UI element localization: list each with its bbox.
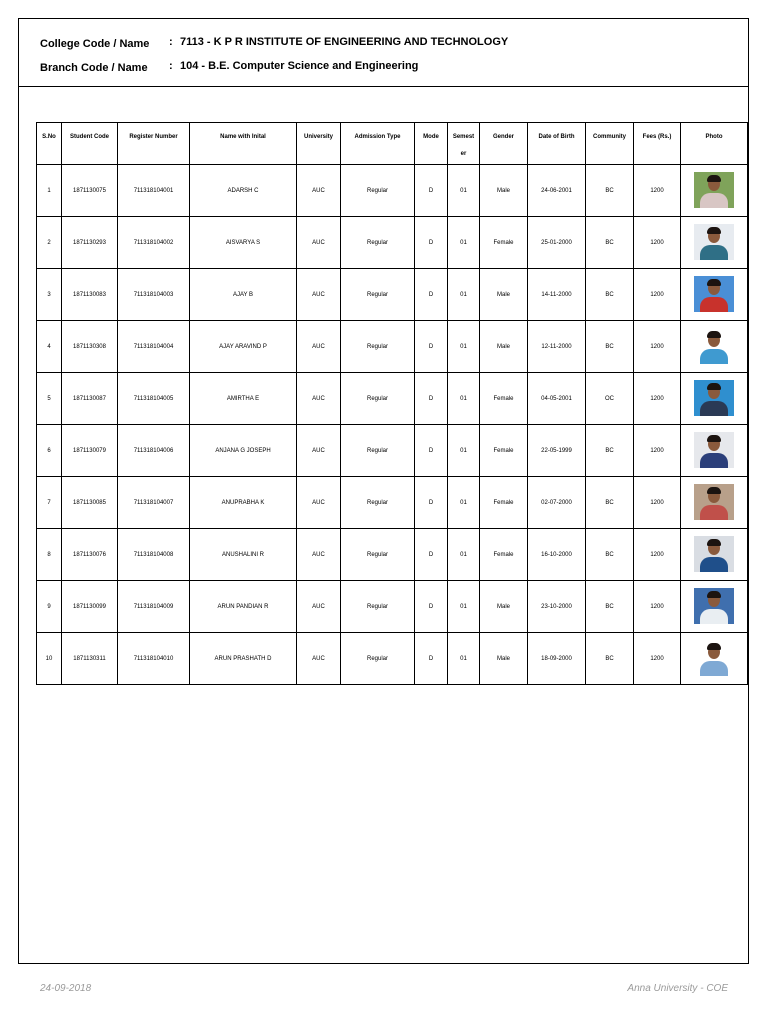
cell-name: ARUN PRASHATH D [190,633,297,685]
student-photo [694,640,734,676]
cell-semester: 01 [448,269,480,321]
photo-hair [707,539,721,546]
cell-sno: 9 [37,581,62,633]
cell-dob: 04-05-2001 [528,373,586,425]
cell-admission-type: Regular [341,425,415,477]
cell-semester: 01 [448,373,480,425]
cell-student-code: 1871130076 [62,529,118,581]
cell-university: AUC [297,529,341,581]
cell-gender: Female [480,529,528,581]
cell-mode: D [415,633,448,685]
branch-label: Branch Code / Name [40,62,148,74]
col-header-sno: S.No [37,123,62,165]
cell-sno: 6 [37,425,62,477]
cell-name: ARUN PANDIAN R [190,581,297,633]
cell-university: AUC [297,217,341,269]
col-header-student-code: Student Code [62,123,118,165]
photo-body [700,297,728,312]
cell-community: BC [586,165,634,217]
photo-hair [707,591,721,598]
cell-name: AMIRTHA E [190,373,297,425]
cell-name: ANUSHALINI R [190,529,297,581]
student-photo [694,536,734,572]
cell-register-number: 711318104001 [118,165,190,217]
cell-admission-type: Regular [341,269,415,321]
photo-hair [707,487,721,494]
student-photo [694,588,734,624]
cell-student-code: 1871130311 [62,633,118,685]
cell-dob: 25-01-2000 [528,217,586,269]
cell-name: AJAY B [190,269,297,321]
cell-university: AUC [297,321,341,373]
cell-fees: 1200 [634,373,681,425]
college-value: 7113 - K P R INSTITUTE OF ENGINEERING AND TECHNOLOGY [180,36,509,48]
cell-dob: 02-07-2000 [528,477,586,529]
cell-photo [681,373,748,425]
table-row [37,321,748,373]
cell-sno: 2 [37,217,62,269]
cell-semester: 01 [448,425,480,477]
cell-sno: 3 [37,269,62,321]
col-header-semester: Semest er [448,123,480,165]
table-row [37,373,748,425]
photo-hair [707,643,721,650]
photo-body [700,193,728,208]
header-divider [18,86,749,87]
cell-student-code: 1871130099 [62,581,118,633]
col-header-name: Name with Inital [190,123,297,165]
cell-semester: 01 [448,633,480,685]
cell-mode: D [415,373,448,425]
cell-photo [681,633,748,685]
cell-community: BC [586,425,634,477]
table-header-row [37,123,748,165]
cell-admission-type: Regular [341,373,415,425]
cell-fees: 1200 [634,165,681,217]
photo-body [700,661,728,676]
col-header-register-number: Register Number [118,123,190,165]
cell-photo [681,581,748,633]
cell-dob: 24-06-2001 [528,165,586,217]
cell-semester: 01 [448,217,480,269]
cell-mode: D [415,321,448,373]
cell-student-code: 1871130083 [62,269,118,321]
col-header-fees: Fees (Rs.) [634,123,681,165]
cell-register-number: 711318104006 [118,425,190,477]
table-row [37,269,748,321]
cell-photo [681,321,748,373]
cell-register-number: 711318104002 [118,217,190,269]
cell-name: ADARSH C [190,165,297,217]
cell-mode: D [415,581,448,633]
cell-register-number: 711318104005 [118,373,190,425]
cell-dob: 22-05-1999 [528,425,586,477]
cell-admission-type: Regular [341,477,415,529]
cell-sno: 8 [37,529,62,581]
cell-photo [681,477,748,529]
cell-fees: 1200 [634,269,681,321]
cell-fees: 1200 [634,581,681,633]
cell-university: AUC [297,425,341,477]
cell-sno: 5 [37,373,62,425]
cell-gender: Male [480,581,528,633]
cell-student-code: 1871130087 [62,373,118,425]
cell-student-code: 1871130079 [62,425,118,477]
cell-admission-type: Regular [341,581,415,633]
cell-fees: 1200 [634,477,681,529]
college-colon: : [169,36,173,48]
col-header-admission-type: Admission Type [341,123,415,165]
cell-gender: Male [480,269,528,321]
cell-admission-type: Regular [341,529,415,581]
col-header-photo: Photo [681,123,748,165]
cell-fees: 1200 [634,529,681,581]
cell-name: ANUPRABHA K [190,477,297,529]
cell-register-number: 711318104007 [118,477,190,529]
student-photo [694,328,734,364]
cell-fees: 1200 [634,633,681,685]
cell-register-number: 711318104003 [118,269,190,321]
college-label: College Code / Name [40,38,150,50]
col-header-university: University [297,123,341,165]
cell-register-number: 711318104009 [118,581,190,633]
footer-org: Anna University - COE [627,983,728,994]
table-row [37,165,748,217]
photo-body [700,349,728,364]
photo-hair [707,175,721,182]
cell-dob: 14-11-2000 [528,269,586,321]
photo-hair [707,279,721,286]
cell-university: AUC [297,269,341,321]
cell-student-code: 1871130075 [62,165,118,217]
table-row [37,633,748,685]
cell-admission-type: Regular [341,165,415,217]
table-row [37,581,748,633]
photo-body [700,453,728,468]
student-photo [694,432,734,468]
cell-photo [681,269,748,321]
cell-name: ANJANA G JOSEPH [190,425,297,477]
student-photo [694,484,734,520]
cell-semester: 01 [448,321,480,373]
cell-gender: Female [480,425,528,477]
cell-name: AJAY ARAVIND P [190,321,297,373]
cell-photo [681,529,748,581]
photo-hair [707,435,721,442]
photo-body [700,401,728,416]
cell-semester: 01 [448,581,480,633]
cell-register-number: 711318104010 [118,633,190,685]
student-photo [694,224,734,260]
cell-community: BC [586,581,634,633]
cell-gender: Male [480,633,528,685]
cell-student-code: 1871130085 [62,477,118,529]
cell-admission-type: Regular [341,633,415,685]
cell-mode: D [415,217,448,269]
cell-dob: 18-09-2000 [528,633,586,685]
cell-university: AUC [297,477,341,529]
cell-gender: Female [480,477,528,529]
cell-admission-type: Regular [341,321,415,373]
table-row [37,529,748,581]
student-photo [694,172,734,208]
cell-community: BC [586,269,634,321]
cell-university: AUC [297,165,341,217]
photo-body [700,557,728,572]
col-header-dob: Date of Birth [528,123,586,165]
cell-university: AUC [297,633,341,685]
cell-photo [681,425,748,477]
cell-mode: D [415,529,448,581]
photo-hair [707,227,721,234]
col-header-gender: Gender [480,123,528,165]
cell-semester: 01 [448,477,480,529]
col-header-mode: Mode [415,123,448,165]
cell-community: BC [586,477,634,529]
cell-community: BC [586,529,634,581]
photo-body [700,245,728,260]
cell-dob: 23-10-2000 [528,581,586,633]
cell-university: AUC [297,581,341,633]
cell-fees: 1200 [634,217,681,269]
cell-community: BC [586,217,634,269]
cell-gender: Female [480,373,528,425]
branch-value: 104 - B.E. Computer Science and Engineering [180,60,419,72]
cell-community: BC [586,633,634,685]
footer-date: 24-09-2018 [40,983,92,994]
cell-gender: Female [480,217,528,269]
cell-register-number: 711318104004 [118,321,190,373]
student-table [36,122,748,685]
cell-fees: 1200 [634,425,681,477]
cell-fees: 1200 [634,321,681,373]
cell-photo [681,217,748,269]
cell-mode: D [415,269,448,321]
col-header-community: Community [586,123,634,165]
table-row [37,217,748,269]
student-photo [694,380,734,416]
cell-name: AISVARYA S [190,217,297,269]
cell-community: OC [586,373,634,425]
cell-gender: Male [480,165,528,217]
cell-gender: Male [480,321,528,373]
cell-university: AUC [297,373,341,425]
cell-sno: 4 [37,321,62,373]
cell-semester: 01 [448,165,480,217]
cell-sno: 7 [37,477,62,529]
cell-semester: 01 [448,529,480,581]
cell-community: BC [586,321,634,373]
table-row [37,425,748,477]
photo-hair [707,383,721,390]
cell-sno: 10 [37,633,62,685]
cell-register-number: 711318104008 [118,529,190,581]
cell-sno: 1 [37,165,62,217]
cell-student-code: 1871130308 [62,321,118,373]
cell-admission-type: Regular [341,217,415,269]
cell-mode: D [415,165,448,217]
branch-colon: : [169,60,173,72]
cell-mode: D [415,425,448,477]
table-row [37,477,748,529]
student-photo [694,276,734,312]
photo-body [700,609,728,624]
photo-body [700,505,728,520]
cell-dob: 12-11-2000 [528,321,586,373]
photo-hair [707,331,721,338]
cell-photo [681,165,748,217]
cell-dob: 16-10-2000 [528,529,586,581]
cell-mode: D [415,477,448,529]
cell-student-code: 1871130293 [62,217,118,269]
